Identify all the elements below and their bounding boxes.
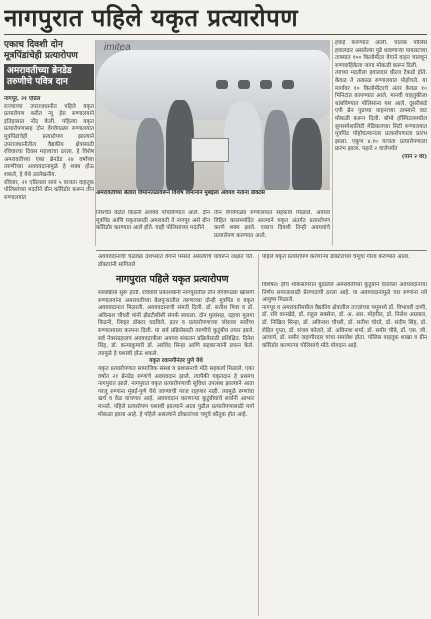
lower-right-paragraph-2: नागपूर व अमरावतीमधील वैद्यकीय क्षेत्रातील तज्ज्ञांच्या चमूमध्ये डॉ. विभावरी दाणी, डॉ. रवि वानखेडे, डॉ. राहुल सक्सेना, डॉ. अ. आर. मोहरील, डॉ. निलेश अग्रवाल, डॉ. निखिल सिन्हा, डॉ. अविनाश चौधरी, डॉ. सतीश चोरडे, डॉ. संदीप सिंह, डॉ. रोहित गुप्ता, डॉ. संजय कोलते, डॉ. अविनाश शर्मा, डॉ. समीर चौबे, डॉ. एस. जी. आचार्य, डॉ. समीर जहागीरदार यांचा समावेश होता. पोलिस वाहतूक शाखा व ग्रीन कॉरिडोर करणाऱ्या पोलिसांचे मोठे योगदान आहे. (262, 304, 427, 349)
aircraft-window (216, 80, 228, 89)
headline: नागपुरात पहिले यकृत प्रत्यारोपण (4, 3, 299, 32)
lower-right-column (262, 282, 427, 616)
person-figure (224, 102, 262, 190)
left-column (4, 96, 94, 246)
aircraft-fuselage (96, 50, 330, 120)
lower-subhead: नागपुरात पहिले यकृत प्रत्यारोपण (116, 274, 229, 285)
person-figure (166, 100, 194, 190)
lower-right-intro: पहिले यकृत प्रत्यारोपण करणाऱ्या डॉक्टरांच्या चमूचा गौरव करण्यात आला. (262, 254, 411, 260)
lower-left-subhead: यकृत रवानगीनंतर पुणे येथे (149, 358, 203, 365)
lower-right-paragraph-1: विशेषत: हीच शोकसागरात बुडालेले अमरावतीच्या कुटुंबाने घेतलेला अवयवदानाचा निर्णय समाजासाठी प्रेरणादायी ठरला आहे. या अवयवदानामुळे चार रुग्णांना नवे आयुष्य मिळाले. (262, 282, 427, 304)
lower-left-paragraph-1: शस्त्रक्रिया सुरू होती. रविवारी प्रकाशकेनी नागपूरातील तीन वेगवेगळ्या खासगी रुग्णालयांना अमरावतीच्या बेलपुऱ्यातील तरुणाच्या दोन्ही मूत्रपिंड व यकृत अवयवदानात मिळाली. अवयवदानाची संमती दिली. डॉ. सतीश मित्रा व डॉ. अविनाश चौधरी यांनी झेडटीसीसी संपर्क साधला. दोन मुलांसह, दहावा मुलगा किडनी, लिव्हर डॉक्टर घडविले. इतर व प्रत्यारोपणाच्या जोरावर सर्वोच्च रुग्णालयाला कल्पना दिली. या सर्व प्रक्रियेसाठी तरुणीचे कुटुंबीय तयार झाले. सर्व नेत्रसंग्रहालय अवयवदात्रीला अवयव संकलन प्रक्रियेसाठी प्रशिक्षित. दिनेश सिंह, डॉ. कन्याकुमारी डॉ. अरविंद सिन्हा आणि सहकाऱ्यांनी प्रयत्न केले. त्यामुळे हे यशस्वी होऊ शकले. (98, 290, 254, 357)
aircraft-window (282, 80, 294, 89)
middle-column-2: तीन वेगवेगळ्या रुग्णालयांत सहकार्य मिळाले. अवयव विहित कालमर्यादेत आल्याने यकृत अंतर्गत प्रत्यारोपण करणे शक्य झाले. एकाच दिवशी तिन्ही अवयवांचे प्रत्यारोपण करण्यात आले. (214, 210, 330, 239)
aircraft-brand-logo: imitea (104, 42, 131, 53)
aircraft-window (238, 80, 250, 89)
middle-column: निश्चित वेळेत किडनी अवयव पोचविण्यात आले. दोन मूत्रपिंड आणि यकृतासाठी अमरावती ते नागपूर असे ग्रीन कॉरिडोर करण्यात आले होते. याही पोलिसांच्या मदतीने (96, 210, 210, 232)
headline-rule (4, 34, 427, 35)
organ-transport-box (191, 138, 229, 162)
kicker-secondary: अमरावतीच्या ब्रेनडेड तरुणीचे पवित्र दान (4, 64, 94, 90)
column-rule (258, 254, 259, 616)
lower-left-column (98, 290, 254, 616)
lower-left-intro: अवयवदानाची चळवळ देशभरात वेगाने पसरत असल्याचे यावरून लक्षात येते. डॉक्टरांनी सांगितले (98, 254, 254, 268)
aircraft-window (260, 80, 272, 89)
continued-note: (पान २ वर) (401, 153, 427, 160)
right-paragraph-2: त्याच्या मदतीला हवालदार धीरज टेकाडे होते. केवळ ते तत्काळ रुग्णालयात पोहोचले. या मार्गावर १० किलोमीटरचे अंतर केवळ १० मिनिटांत कापण्यात आले. मानवी वाहतुकीला थांबविण्यात पोलिसांना यश आले. दुसरीकडे एपी ब्रेन पुढच्या वाहनाच्या ताफ्याने वाट मोकळी करून दिली. बॉम्बे हॉस्पिटलमधील सुपरस्पेशालिटी मेडिकलच्या सिटी रुग्णालयात मूत्रपिंड पोहोचल्यानंतर प्रत्यारोपणाला प्रारंभ झाला. एकूण ४.१० वाजता प्रत्यारोपणाला प्रारंभ झाला. पहाटे २ वाजेपर्यंत (335, 70, 427, 153)
left-paragraph-2: रविवार, २१ एप्रिलला सायं ५ वाजता वाहतूक पोलिसांच्या मदतीने ग्रीन कॉरिडोर करून तीन रुग्णालयांत (4, 179, 94, 201)
kicker-primary: एकाच दिवशी दोन मूत्रपिंडांचेही प्रत्यारोपण (4, 40, 78, 61)
dateline: नागपूर, २१ एप्रिल (4, 96, 41, 102)
person-figure (264, 110, 290, 190)
left-paragraph-1: राज्याच्या उपराजधानीत पहिले यकृत प्रत्यारोपण करीत न्यू ईरा रुग्णालयाने इतिहासात नोंद केली. पहिल्या यकृत प्रत्यारोपणासह दोन वेगवेगळ्या रुग्णालयांत मूत्रपिंडांचेही प्रत्यारोपण झाल्याने उपराजधानीतील वैद्यकीय क्षेत्रासाठी रविवारचा दिवस महत्त्वाचा ठरला. हे विशेष अमरावतीच्या एका ब्रेनडेड २४ वर्षांच्या तरुणीच्या अवयवदानामुळे हे शक्य होऊ शकले, हे येथे उल्लेखनीय. (4, 103, 94, 178)
person-figure (136, 118, 164, 190)
right-column (335, 40, 427, 246)
lower-left-paragraph-2: यकृत प्रत्यारोपणात सामाजिक संस्था व प्रशासनाचे मोठे सहकार्य मिळाले. एका वर्षात २१ ब्रेनडेड रुग्णांचे अवयवदान झाले. त्यापैकी यकृतदान हे प्रथमच नागपुरात झाले. नागपुरात यकृत प्रत्यारोपणाची सुविधा उपलब्ध झाल्याने आता गरजू रुग्णांना मुंबई-पुणे येथे जाण्याची गरज राहणार नाही. त्यामुळे रुग्णांचा खर्च व वेळ वाचणार आहे. अवयवदान करणाऱ्या कुटुंबीयांचे सर्वांनी आभार मानले. पहिले प्रत्यारोपण यशस्वी झाल्याने आता पुढील प्रत्यारोपणासाठी मार्ग मोकळा झाला आहे. हे पहिले असल्याने डॉक्टरांच्या चमूचे कौतुक होत आहे. (98, 365, 254, 418)
news-photo (96, 40, 330, 190)
person-figure (292, 118, 322, 190)
right-paragraph-1: हवाई करण्यात आली. चालक पोलिस हवालदार असलेल्या पुढे धावणाऱ्या पायलटच्या ताफ्यात १०० किलोमीटर वेगाने वाहन चालवून रुग्णवाहिकेला जागा मोकळी करून दिली. (335, 40, 427, 69)
photo-caption: अमरावतीच्या बेलोरा विमानतळावरून विशेष विमानाने मुंबईला अवयव नेताना डॉक्टर्स (96, 190, 265, 196)
column-rule (332, 40, 333, 246)
section-rule (96, 250, 427, 251)
